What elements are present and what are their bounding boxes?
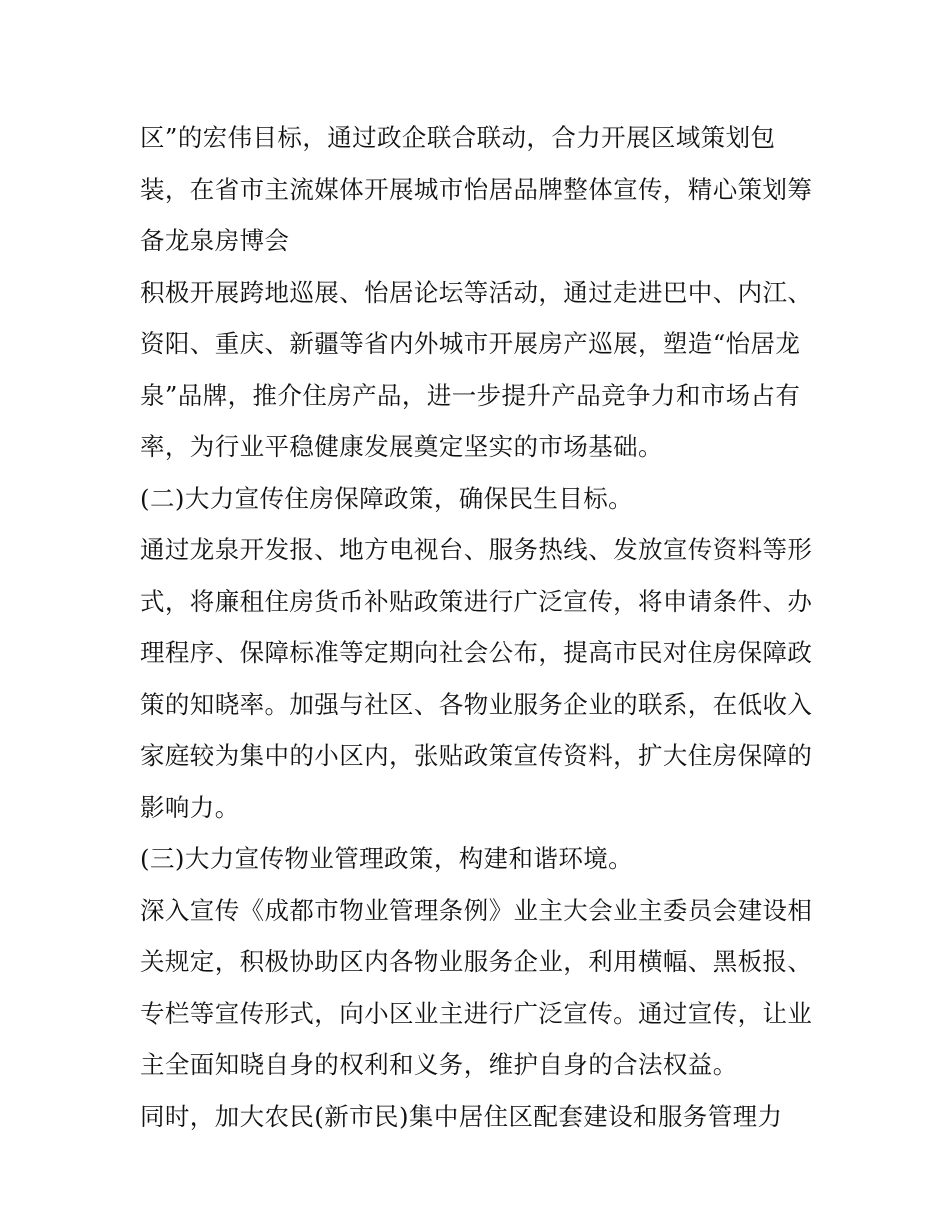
text-line: 资阳、重庆、新疆等省内外城市开展房产巡展，塑造“怡居龙 [140,329,801,358]
text-line: 装，在省市主流媒体开展城市怡居品牌整体宣传，精心策划筹 [140,174,813,204]
text-line: 区”的宏伟目标，通过政企联合联动，合力开展区域策划包 [140,123,776,152]
text-line: 策的知晓率。加强与社区、各物业服务企业的联系，在低收入 [140,689,813,719]
text-line: 关规定，积极协助区内各物业服务企业，利用横幅、黑板报、 [140,947,813,976]
section-heading: (二)大力宣传住房保障政策，确保民生目标。 [140,483,634,513]
text-line: 率，为行业平稳健康发展奠定坚实的市场基础。 [140,432,663,461]
text-line: 泉”品牌，推介住房产品，进一步提升产品竞争力和市场占有 [140,380,801,410]
section-heading: (三)大力宣传物业管理政策，构建和谐环境。 [140,844,634,873]
text-line: 专栏等宣传形式，向小区业主进行广泛宣传。通过宣传，让业 [140,998,813,1028]
text-line: 家庭较为集中的小区内，张贴政策宣传资料，扩大住房保障的 [140,741,813,770]
text-line: 积极开展跨地巡展、怡居论坛等活动，通过走进巴中、内江、 [140,277,813,307]
text-line: 同时，加大农民(新市民)集中居住区配套建设和服务管理力 [140,1101,783,1131]
text-line: 理程序、保障标准等定期向社会公布，提高市民对住房保障政 [140,638,813,667]
text-line: 通过龙泉开发报、地方电视台、服务热线、发放宣传资料等形 [140,535,813,564]
text-line: 影响力。 [140,792,240,822]
document-body [140,112,820,1142]
text-line: 深入宣传《成都市物业管理条例》业主大会业主委员会建设相 [140,895,813,925]
text-line: 式，将廉租住房货币补贴政策进行广泛宣传，将申请条件、办 [140,586,813,616]
text-line: 主全面知晓自身的权利和义务，维护自身的合法权益。 [140,1050,738,1079]
text-line: 备龙泉房博会 [140,226,290,255]
